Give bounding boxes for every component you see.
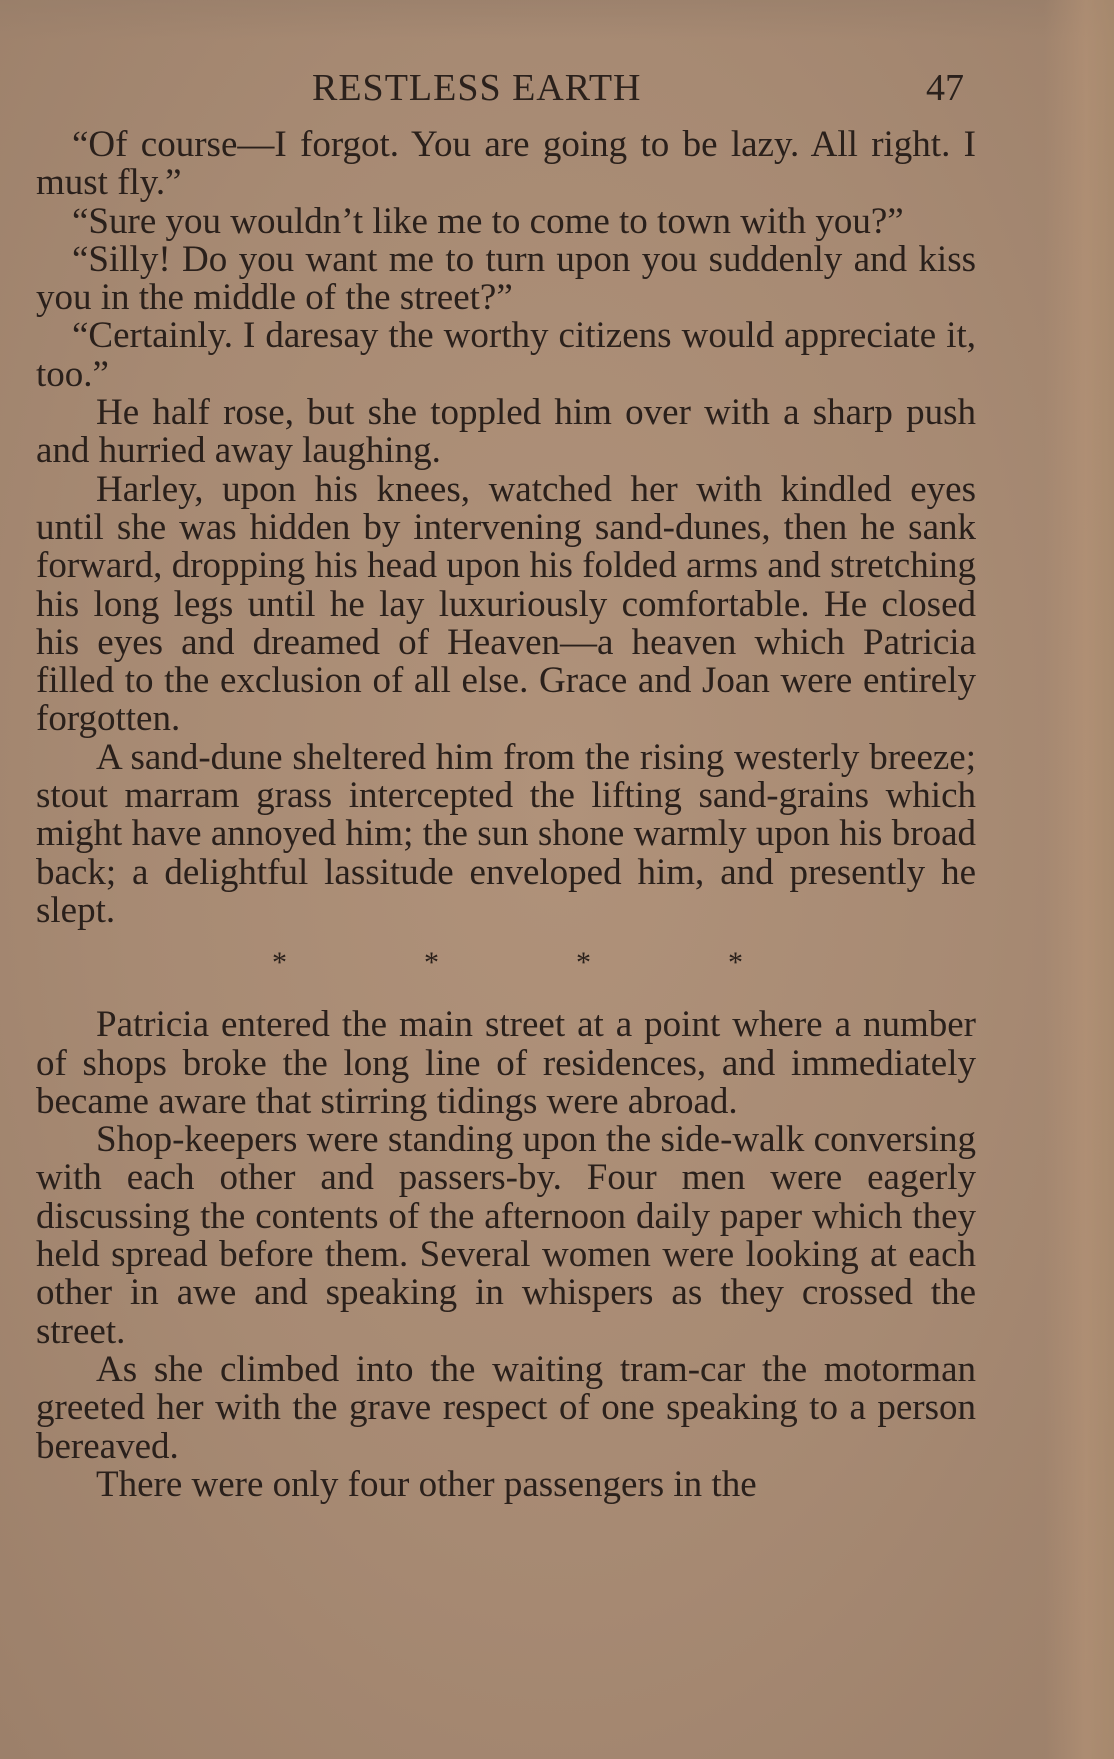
paragraph: Patricia entered the main street at a point where a number of shops broke the long line of residences, and immediately became aware that stirring tidings were abroad. — [36, 1004, 976, 1122]
section-break-star: * — [272, 946, 287, 980]
page-right-edge — [1044, 0, 1114, 1759]
page-top-shadow — [0, 0, 1114, 40]
section-break-star: * — [424, 946, 439, 980]
paragraph: “Of course—I forgot. You are going to be lazy. All right. I must fly.” — [36, 124, 976, 204]
paragraph: “Certainly. I daresay the worthy citizens would appreciate it, too.” — [36, 315, 976, 395]
running-header — [0, 66, 1114, 116]
paragraph: A sand-dune sheltered him from the rising westerly breeze; stout marram grass intercepted the lifting sand-grains which might have annoyed him; the sun shone warmly upon his broad back; a delightful lassitude enveloped him, and presently he slept. — [36, 736, 976, 931]
section-break-star: * — [728, 946, 743, 980]
paragraph: “Sure you wouldn’t like me to come to town with you?” — [72, 200, 904, 242]
paragraph: Harley, upon his knees, watched her with kindled eyes until she was hidden by intervening sand-dunes, then he sank forward, dropping his head upon his folded arms and stretching his long legs until he lay luxuriously comfortable. He closed his eyes and dreamed of Heaven—a heaven which Patricia filled to the exclusion of all else. Grace and Joan were entirely forgotten. — [36, 468, 976, 740]
body-text — [36, 126, 976, 1504]
paragraph: “Silly! Do you want me to turn upon you suddenly and kiss you in the middle of the street?” — [36, 238, 976, 319]
paragraph: Shop-keepers were standing upon the side-walk conversing with each other and passers-by. Four men were eagerly discussing the contents of the afternoon daily paper which they held spread before them. Several women were looking at each other in awe and speaking in whispers as they crossed the street. — [36, 1119, 976, 1352]
paragraph: There were only four other passengers in the — [96, 1463, 757, 1505]
running-title: RESTLESS EARTH — [312, 67, 642, 109]
section-break-star: * — [576, 946, 591, 980]
page-number: 47 — [926, 67, 964, 109]
paragraph: As she climbed into the waiting tram-car the motorman greeted her with the grave respect of one speaking to a person bereaved. — [36, 1348, 976, 1467]
paragraph: He half rose, but she toppled him over with a sharp push and hurried away laughing. — [36, 392, 976, 472]
section-break — [36, 930, 976, 1006]
